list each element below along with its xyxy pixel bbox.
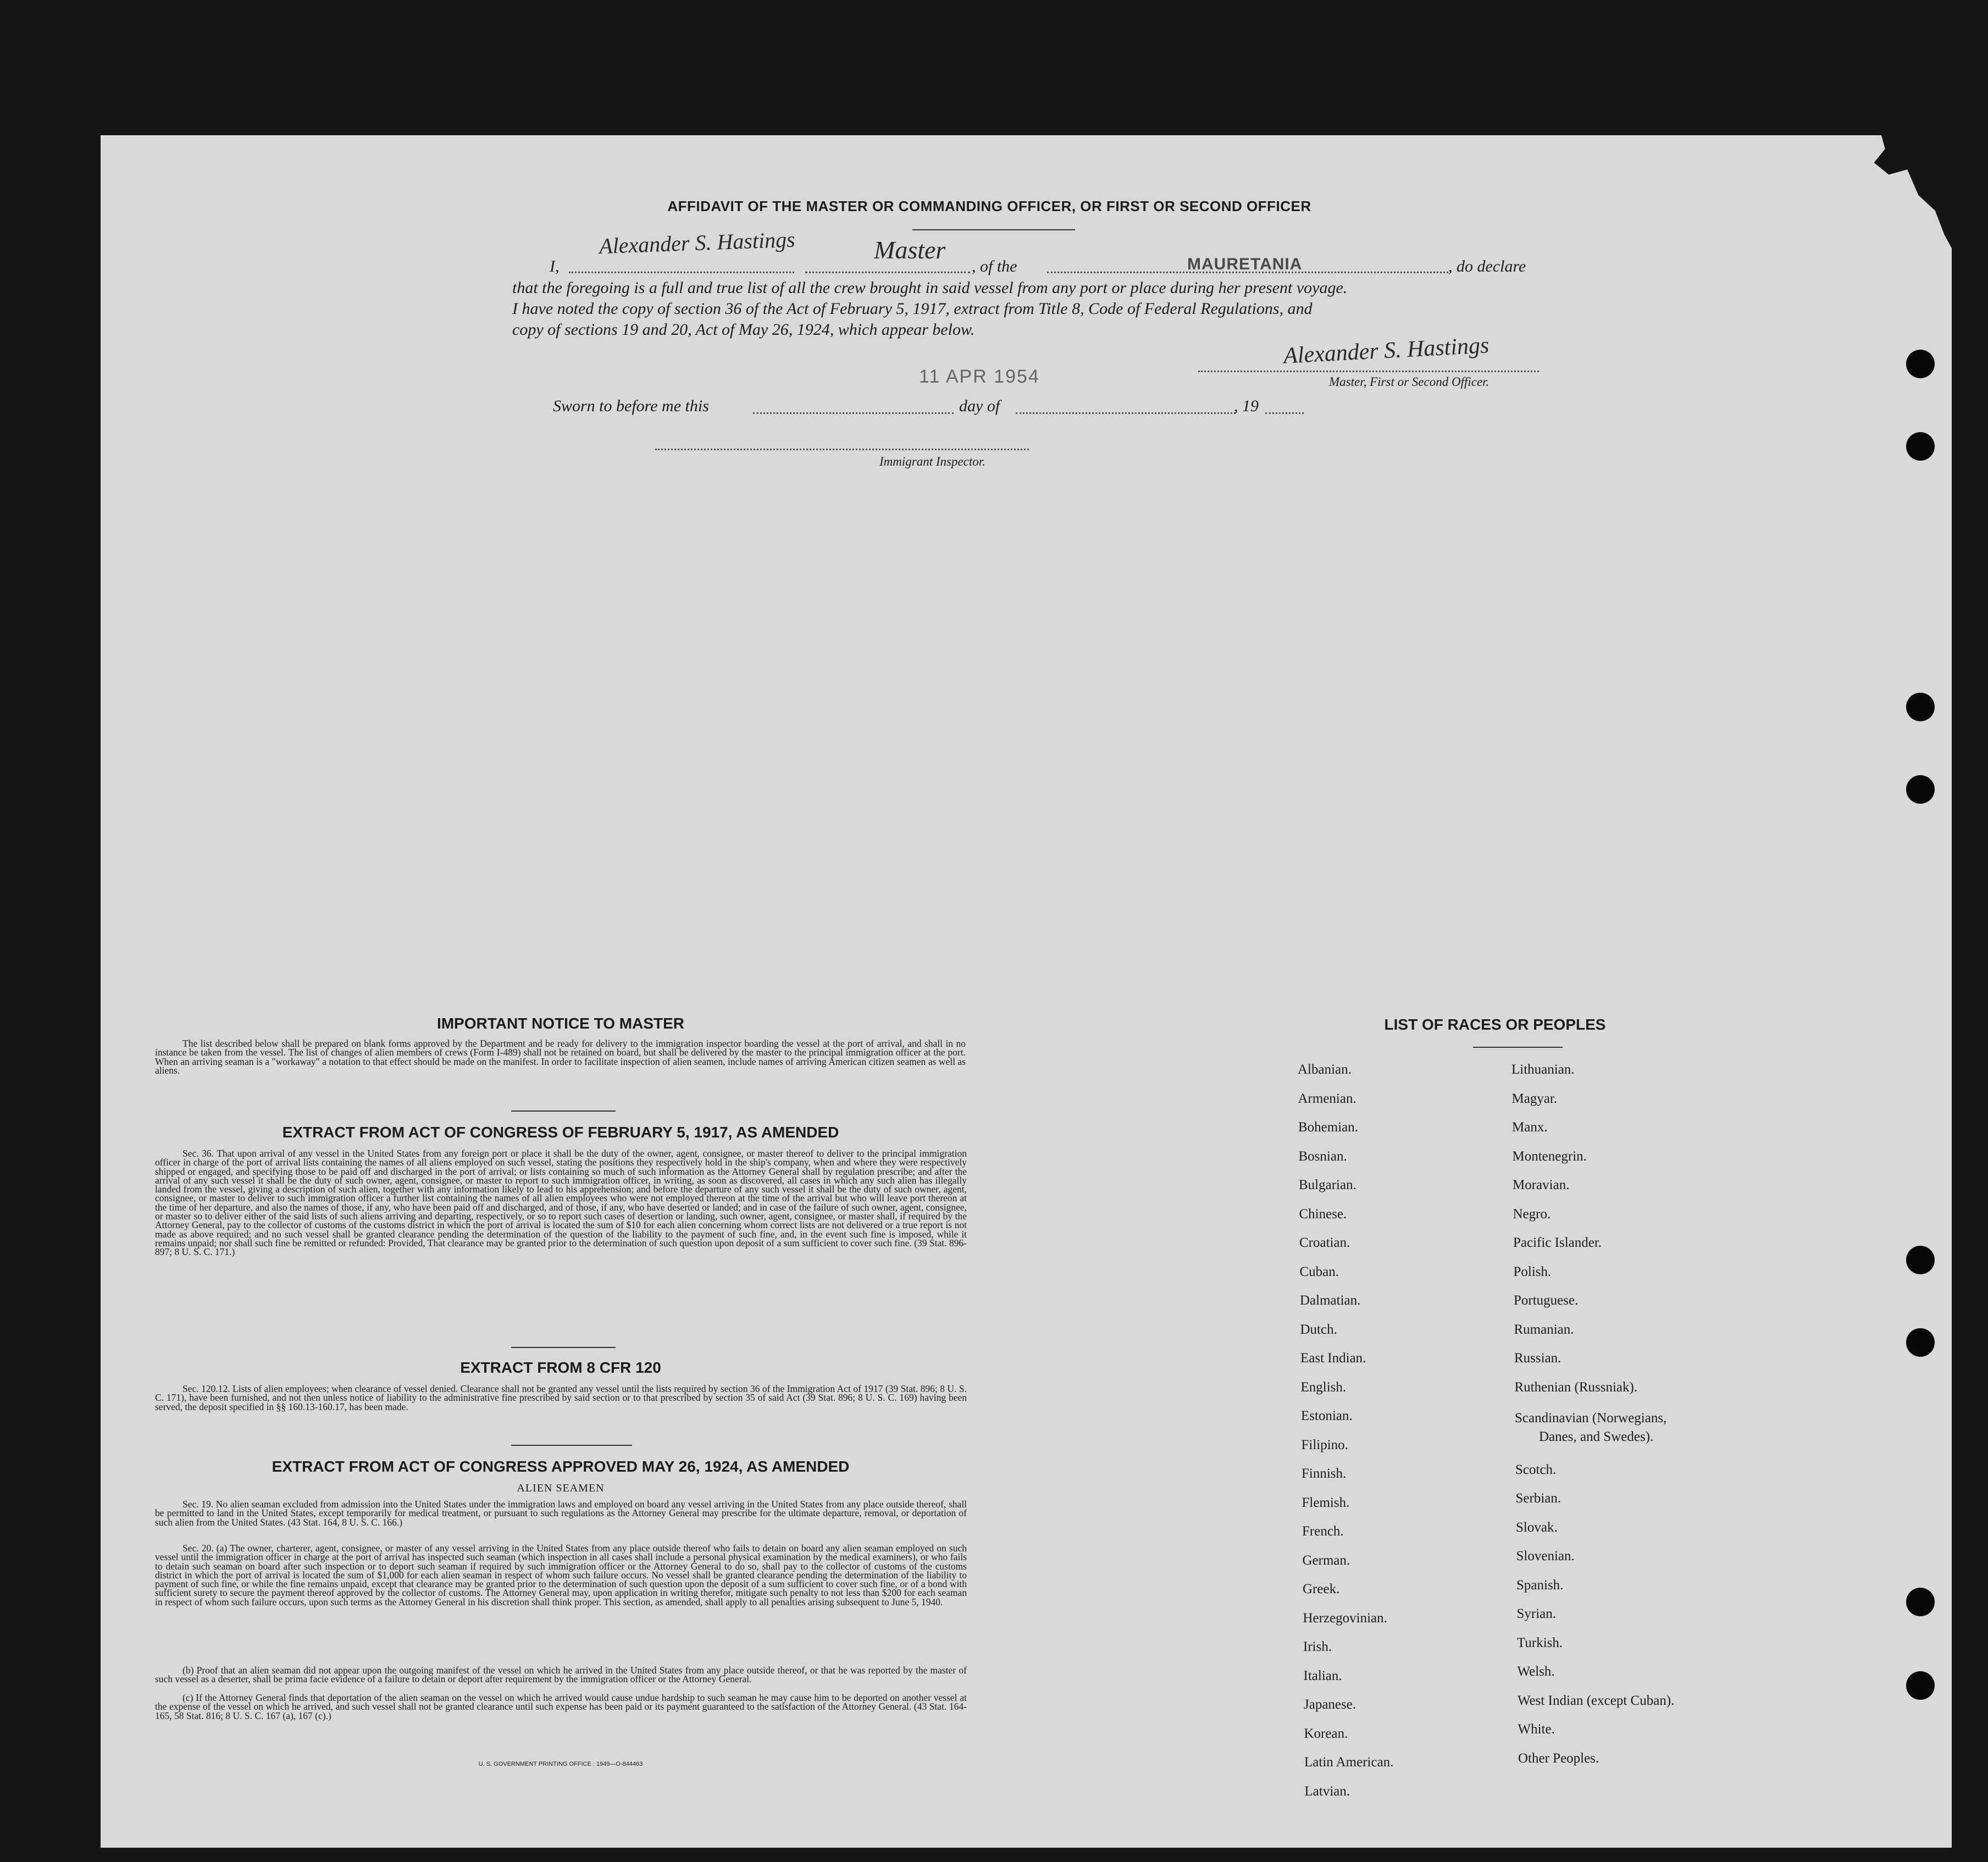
punch-hole — [1906, 432, 1935, 461]
master-signature: Alexander S. Hastings — [599, 226, 796, 259]
inspector-line — [655, 449, 1029, 450]
race-item: Portuguese. — [1514, 1293, 1579, 1308]
extract-8cfr-text: Sec. 120.12. Lists of alien employees; when clearance of vessel denied. Clearance shall not be granted any vessel until the lists required by section 36 of the Immigration Act of 1917 (39 Stat. 896; 8 U. S. C. 171), have been furnished, and not then unless notice of liability to the administrative fine prescribed by said section or to that prescribed by section 35 of said Act (39 Stat. 896; 8 U. S. C. 169) having been served, the deposit specified in §§ 160.13-160.17, has been made. — [155, 1383, 967, 1412]
race-item: Russian. — [1514, 1351, 1561, 1366]
section-rule — [511, 1445, 632, 1446]
sec-20b-text: (b) Proof that an alien seaman did not appear upon the outgoing manifest of the vessel on which he arrived in the United States from any place outside thereof, or that he was reported by the master of such vessel as a deserter, shall be prima facie evidence of a failure to detain or deport after requirement by the immigration officer or the Attorney General. — [155, 1665, 967, 1685]
race-item: Dutch. — [1300, 1322, 1337, 1337]
race-item: Herzegovinian. — [1303, 1610, 1387, 1626]
race-item: White. — [1518, 1722, 1555, 1737]
race-item: Chinese. — [1299, 1206, 1347, 1222]
race-item: Magyar. — [1511, 1091, 1558, 1106]
race-item: Italian. — [1303, 1668, 1342, 1683]
race-item: Danes, and Swedes). — [1539, 1429, 1654, 1444]
punch-hole — [1906, 775, 1935, 804]
printer-imprint: U. S. GOVERNMENT PRINTING OFFICE : 1949—O-844463 — [478, 1761, 643, 1767]
race-item: French. — [1302, 1524, 1344, 1539]
affidavit-line-3: I have noted the copy of section 36 of the Act of February 5, 1917, extract from Title 8, Code of Federal Regulations, and — [512, 300, 1313, 318]
race-item: Finnish. — [1302, 1466, 1347, 1481]
race-item: Flemish. — [1302, 1495, 1350, 1510]
race-item: East Indian. — [1300, 1351, 1366, 1366]
race-item: Welsh. — [1517, 1664, 1555, 1679]
races-title: LIST OF RACES OR PEOPLES — [1384, 1016, 1606, 1033]
rank-handwritten: Master — [874, 236, 946, 264]
race-item: Serbian. — [1515, 1491, 1561, 1506]
punch-hole — [1906, 1671, 1935, 1700]
race-item: German. — [1302, 1552, 1350, 1568]
year-label: , 19 — [1234, 397, 1259, 415]
race-item: Filipino. — [1301, 1437, 1348, 1452]
signature-line — [1198, 371, 1539, 372]
races-rule — [1473, 1047, 1563, 1048]
punch-hole — [1906, 350, 1935, 378]
race-item: Estonian. — [1301, 1408, 1353, 1423]
race-item: Cuban. — [1299, 1264, 1339, 1279]
race-item: Scandinavian (Norwegians, — [1515, 1410, 1667, 1425]
race-item: Negro. — [1513, 1206, 1551, 1222]
master-name-line — [569, 272, 794, 273]
sworn-label: Sworn to before me this — [553, 397, 709, 415]
day-of-label: day of — [959, 397, 1000, 415]
section-rule — [511, 1347, 616, 1348]
race-item: Bohemian. — [1298, 1120, 1359, 1135]
race-item: Irish. — [1303, 1639, 1332, 1654]
vessel-name: MAURETANIA — [1187, 255, 1303, 273]
race-item: Polish. — [1513, 1264, 1552, 1279]
extract-1917-text: Sec. 36. That upon arrival of any vessel in the United States from any foreign port or place it shall be the duty of the owner, agent, consignee, or master thereof to deliver to the principal immigration officer in charge of the port of arrival lists containing the names of all aliens employed on such vessel, stating the positions they respectively hold in the ship's company, when and where they were respectively shipped or engaged, and specifying those to be paid off and discharged in the port of arrival; or lists containing so much of such information as the Attorney General shall by regulation prescribe; and after the arrival of any such vessel it shall be the duty of such owner, agent, consignee, or master to report to such immigration officer, in writing, as soon as discovered, all cases in which any such alien has illegally landed from the vessel, giving a description of such alien, together with any information likely to lead to his apprehension; and before the departure of any such vessel it shall be the duty of such owner, agent, consignee, or master to deliver to such immigration officer a further list containing the names of all alien employees who were not employed thereon at the time of the arrival but who will leave port thereon at the time of her departure, and also the names of those, if any, who have been paid off and discharged, and of those, if any, who have deserted or landed; and in case of the failure of such owner, agent, consignee, or master so to deliver either of the said lists of such aliens arriving and departing, respectively, or so to report such cases of desertion or landing, such owner, agent, consignee, or master shall, if required by the Attorney General, pay to the collector of customs of the customs district in which the port of arrival is located the sum of $10 for each alien concerning whom correct lists are not delivered or a true report is not made as above required; and no such vessel shall be granted clearance pending the determination of the question of the liability to the payment of such fine, and, in the event such fine is imposed, while it remains unpaid; nor shall such fine be remitted or refunded: Provided, That clearance may be granted prior to the determination of such question upon deposit of a sum sufficient to cover such fine. (39 Stat. 896-897; 8 U. S. C. 171.) — [155, 1148, 967, 1258]
sec-19-text: Sec. 19. No alien seaman excluded from admission into the United States under the immigration laws and employed on board any vessel arriving in the United States from any place outside thereof, shall be permitted to land in the United States, except temporarily for medical treatment, or pursuant to such regulations as the Attorney General may prescribe for the ultimate departure, removal, or deportation of such alien from the United States. (43 Stat. 164, 8 U. S. C. 166.) — [155, 1499, 967, 1528]
race-item: Bulgarian. — [1299, 1178, 1356, 1192]
do-declare-label: , do declare — [1448, 257, 1526, 275]
extract-1924-title: EXTRACT FROM ACT OF CONGRESS APPROVED MAY 26, 1924, AS AMENDED — [272, 1458, 850, 1475]
race-item: Ruthenian (Russniak). — [1514, 1379, 1638, 1395]
race-item: Syrian. — [1516, 1606, 1557, 1621]
date-stamp: 11 APR 1954 — [919, 366, 1040, 387]
punch-hole — [1906, 1588, 1935, 1616]
section-rule — [511, 1110, 616, 1112]
punch-hole — [1906, 1246, 1935, 1274]
punch-hole — [1906, 693, 1935, 721]
race-item: Korean. — [1304, 1726, 1348, 1741]
race-item: Manx. — [1512, 1120, 1548, 1135]
race-item: Lithuanian. — [1511, 1062, 1575, 1077]
race-item: Other Peoples. — [1518, 1750, 1599, 1766]
rank-line — [805, 272, 970, 273]
race-item: Rumanian. — [1514, 1322, 1574, 1337]
race-item: Slovak. — [1516, 1520, 1558, 1535]
notice-title: IMPORTANT NOTICE TO MASTER — [436, 1015, 685, 1032]
race-item: Albanian. — [1298, 1062, 1352, 1077]
race-item: Slovenian. — [1516, 1549, 1575, 1563]
sworn-month-line — [1016, 412, 1236, 414]
race-item: Dalmatian. — [1300, 1293, 1361, 1308]
race-item: Montenegrin. — [1512, 1148, 1587, 1164]
alien-seamen-subtitle: ALIEN SEAMEN — [517, 1482, 605, 1494]
notice-text: The list described below shall be prepared on blank forms approved by the Department and be ready for delivery to the immigration inspector boarding the vessel at the port of arrival, and shall in no instance be taken from the vessel. The list of changes of alien members of crews (Form I-489) shall not be retained on board, but shall be delivered by the master to the principal immigration officer at the port. When an arriving seaman is a "workaway" a notation to that effect should be made on the manifest. In order to facilitate inspection of alien seamen, include names of arriving American citizen seamen as well as aliens. — [155, 1038, 966, 1076]
sec-20a-text: Sec. 20. (a) The owner, charterer, agent, consignee, or master of any vessel arriving in the United States from any place outside thereof who fails to detain on board any alien seaman employed on such vessel until the immigration officer in charge at the port of arrival has inspected such seaman (which inspection in all cases shall include a personal physical examination by the medical examiners), or who fails to detain such seaman on board after such inspection or to deport such seaman if required by such immigration officer or the Attorney General to do so, shall pay to the collector of customs of the customs district in which the port of arrival is located the sum of $1,000 for each alien seaman in respect of whom such failure occurs. No vessel shall be granted clearance pending the determination of the liability to payment of such fine, or while the fine remains unpaid, except that clearance may be granted prior to the determination of such question upon the deposit of a sum sufficient to cover such fine, or of a bond with sufficient surety to secure the payment thereof approved by the collector of customs. The Attorney General may, upon application in writing therefor, mitigate such penalty to not less than $200 for each seaman in respect of whom such failure occurs, upon such terms as the Attorney General in his discretion shall think proper. This section, as amended, shall apply to all penalties arising subsequent to June 5, 1940. — [155, 1543, 967, 1607]
race-item: English. — [1300, 1379, 1347, 1395]
sworn-year-line — [1265, 412, 1304, 414]
race-item: Croatian. — [1299, 1235, 1350, 1250]
of-the-label: , of the — [972, 257, 1017, 275]
race-item: West Indian (except Cuban). — [1518, 1693, 1675, 1708]
sworn-day-line — [753, 412, 954, 414]
race-item: Scotch. — [1515, 1462, 1557, 1477]
race-item: Armenian. — [1298, 1091, 1356, 1106]
affidavit-line-2: that the foregoing is a full and true list of all the crew brought in said vessel from any port or place during her present voyage. — [512, 279, 1348, 297]
punch-hole — [1906, 1328, 1935, 1357]
sec-20c-text: (c) If the Attorney General finds that deportation of the alien seaman on the vessel on which he arrived would cause undue hardship to such seaman he may cause him to be deported on another vessel at the expense of the vessel on which he arrived, and such vessel shall not be granted clearance until such expense has been paid or its payment guaranteed to the satisfaction of the Attorney General. (43 Stat. 164-165, 58 Stat. 816; 8 U. S. C. 167 (a), 167 (c).) — [155, 1692, 967, 1721]
affidavit-i: I, — [550, 257, 560, 275]
affidavit-line-4: copy of sections 19 and 20, Act of May 26, 1924, which appear below. — [512, 321, 975, 339]
officer-signature: Alexander S. Hastings — [1283, 333, 1490, 369]
race-item: Spanish. — [1516, 1577, 1564, 1593]
extract-8cfr-title: EXTRACT FROM 8 CFR 120 — [460, 1359, 661, 1376]
race-item: Latvian. — [1304, 1783, 1350, 1799]
race-item: Latin American. — [1304, 1755, 1394, 1770]
race-item: Turkish. — [1517, 1635, 1563, 1650]
signature-caption: Master, First or Second Officer. — [1329, 375, 1489, 389]
title-rule — [912, 229, 1075, 230]
affidavit-title: AFFIDAVIT OF THE MASTER OR COMMANDING OFFICER, OR FIRST OR SECOND OFFICER — [667, 198, 1311, 214]
race-item: Bosnian. — [1298, 1148, 1347, 1164]
extract-1917-title: EXTRACT FROM ACT OF CONGRESS OF FEBRUARY 5, 1917, AS AMENDED — [282, 1124, 839, 1141]
inspector-caption: Immigrant Inspector. — [879, 455, 985, 468]
race-item: Japanese. — [1304, 1697, 1356, 1712]
race-item: Pacific Islander. — [1513, 1235, 1602, 1250]
race-item: Greek. — [1303, 1582, 1340, 1596]
race-item: Moravian. — [1513, 1178, 1570, 1192]
